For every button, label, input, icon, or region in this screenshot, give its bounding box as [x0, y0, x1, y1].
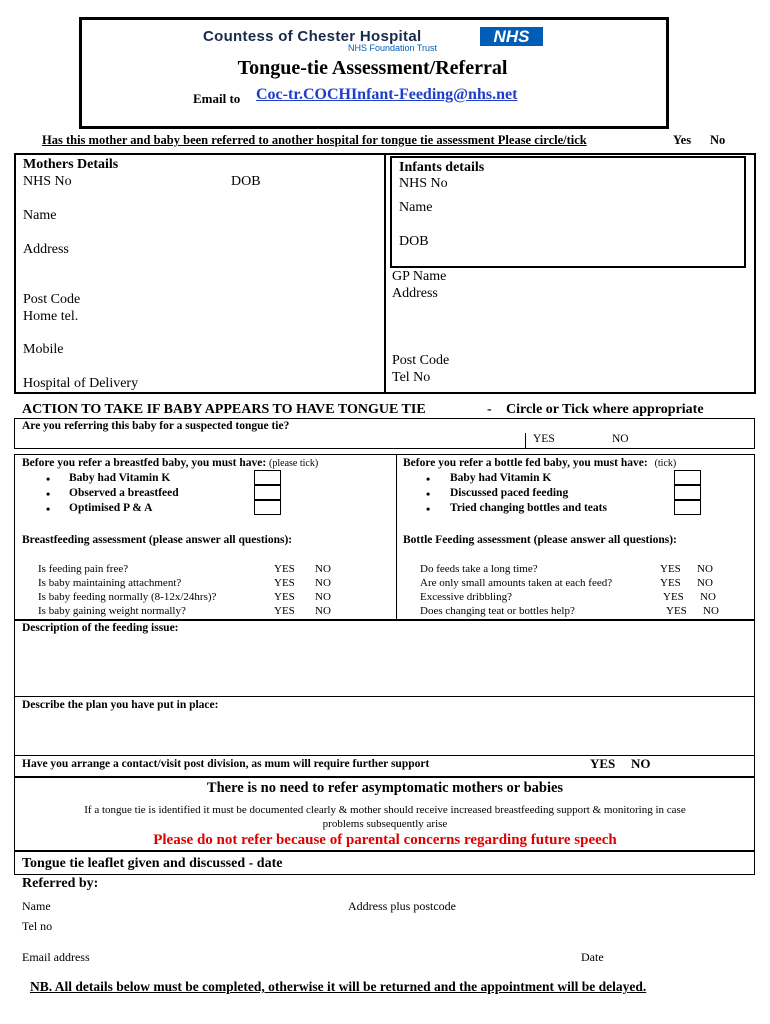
mother-mobile-field[interactable]: Mobile	[23, 342, 64, 357]
bottlefed-yes-option[interactable]: YES	[660, 577, 681, 589]
breastfed-item: Baby had Vitamin K	[69, 472, 171, 484]
details-divider	[384, 153, 386, 394]
footer-note: NB. All details below must be completed, otherwise it will be returned and the appointment will be delayed.	[30, 979, 647, 994]
referrer-email-field[interactable]: Email address	[22, 950, 90, 964]
bottlefed-no-option[interactable]: NO	[697, 577, 713, 589]
leaflet-label: Tongue tie leaflet given and discussed - date	[22, 856, 283, 871]
bottlefed-no-option[interactable]: NO	[700, 591, 716, 603]
breastfed-question: Is feeding pain free?	[38, 563, 129, 575]
bullet-icon: •	[426, 502, 431, 516]
gp-address-field[interactable]: Address	[392, 286, 438, 301]
email-link[interactable]: Coc-tr.COCHInfant-Feeding@nhs.net	[256, 86, 518, 103]
referred-yes-option[interactable]: Yes	[673, 133, 692, 147]
referring-no-option[interactable]: NO	[612, 433, 629, 445]
breastfed-yes-option[interactable]: YES	[274, 577, 295, 589]
contact-question: Have you arrange a contact/visit post division, as mum will require further support	[22, 758, 430, 770]
bottlefed-question: Do feeds take a long time?	[420, 563, 538, 575]
bullet-icon: •	[426, 472, 431, 486]
gp-name-field[interactable]: GP Name	[392, 269, 447, 284]
breastfed-no-option[interactable]: NO	[315, 577, 331, 589]
bottlefed-heading-text: Before you refer a bottle fed baby, you must have:	[403, 457, 648, 469]
bottlefed-yes-option[interactable]: YES	[660, 563, 681, 575]
breastfed-question: Is baby gaining weight normally?	[38, 605, 186, 617]
bottlefed-heading	[403, 457, 676, 469]
breastfed-yes-option[interactable]: YES	[274, 591, 295, 603]
referrer-address-field[interactable]: Address plus postcode	[348, 899, 456, 913]
breastfed-checkbox-observed[interactable]	[254, 485, 281, 500]
bottlefed-note: (tick)	[654, 458, 677, 469]
bottlefed-item: Baby had Vitamin K	[450, 472, 552, 484]
breastfed-question: Is baby maintaining attachment?	[38, 577, 182, 589]
bottlefed-no-option[interactable]: NO	[697, 563, 713, 575]
notice-body-line2: problems subsequently arise	[322, 818, 448, 830]
breastfed-heading	[22, 457, 318, 469]
breastfed-yes-option[interactable]: YES	[274, 563, 295, 575]
bottlefed-yes-option[interactable]: YES	[666, 605, 687, 617]
referring-yes-option[interactable]: YES	[533, 433, 555, 445]
bottlefed-yes-option[interactable]: YES	[663, 591, 684, 603]
bottlefed-assessment-heading: Bottle Feeding assessment (please answer all questions):	[403, 534, 677, 546]
action-dash: -	[487, 402, 492, 417]
contact-yes-option[interactable]: YES	[590, 756, 616, 771]
breastfed-no-option[interactable]: NO	[315, 605, 331, 617]
bottlefed-no-option[interactable]: NO	[703, 605, 719, 617]
referring-question: Are you referring this baby for a suspected tongue tie?	[22, 420, 290, 432]
feeding-divider	[396, 454, 397, 620]
notice-body-line1: If a tongue tie is identified it must be documented clearly & mother should receive increased breastfeeding support & monitoring in case	[84, 804, 686, 816]
mother-name-field[interactable]: Name	[23, 208, 57, 223]
breastfed-no-option[interactable]: NO	[315, 591, 331, 603]
breastfed-heading-text: Before you refer a breastfed baby, you must have:	[22, 457, 267, 469]
bottlefed-question: Excessive dribbling?	[420, 591, 512, 603]
bottlefed-checkbox-vitamin-k[interactable]	[674, 470, 701, 485]
infant-name-field[interactable]: Name	[399, 200, 433, 215]
infant-dob-field[interactable]: DOB	[399, 234, 429, 249]
mother-dob-field[interactable]: DOB	[231, 174, 261, 189]
infant-nhs-field[interactable]: NHS No	[399, 176, 448, 191]
nhs-logo: NHS	[480, 27, 543, 46]
bottlefed-checkbox-bottles[interactable]	[674, 500, 701, 515]
gp-postcode-field[interactable]: Post Code	[392, 353, 450, 368]
gp-tel-field[interactable]: Tel No	[392, 370, 431, 385]
trust-name: NHS Foundation Trust	[348, 43, 438, 53]
description-label: Description of the feeding issue:	[22, 622, 179, 634]
mother-hospital-field[interactable]: Hospital of Delivery	[23, 376, 139, 391]
mother-nhs-field[interactable]: NHS No	[23, 174, 72, 189]
referrer-name-field[interactable]: Name	[22, 899, 51, 913]
plan-label: Describe the plan you have put in place:	[22, 699, 219, 711]
referred-no-option[interactable]: No	[710, 133, 726, 147]
bullet-icon: •	[46, 487, 51, 501]
breastfed-checkbox-optimised[interactable]	[254, 500, 281, 515]
breastfed-item: Optimised P & A	[69, 502, 153, 514]
infants-heading: Infants details	[399, 160, 485, 175]
breastfed-item: Observed a breastfeed	[69, 487, 179, 499]
bullet-icon: •	[426, 487, 431, 501]
referrer-heading: Referred by:	[22, 876, 99, 891]
referrer-tel-field[interactable]: Tel no	[22, 919, 53, 933]
referring-row-divider	[525, 433, 526, 449]
bullet-icon: •	[46, 502, 51, 516]
referred-question: Has this mother and baby been referred to another hospital for tongue tie assessment Please circle/tick	[42, 133, 587, 147]
action-heading: ACTION TO TAKE IF BABY APPEARS TO HAVE TONGUE TIE	[22, 402, 426, 417]
bottlefed-question: Are only small amounts taken at each feed?	[420, 577, 613, 589]
notice-heading: There is no need to refer asymptomatic mothers or babies	[206, 780, 564, 796]
mother-home-tel-field[interactable]: Home tel.	[23, 309, 79, 324]
breastfed-question: Is baby feeding normally (8-12x/24hrs)?	[38, 591, 217, 603]
bottlefed-item: Tried changing bottles and teats	[450, 502, 607, 514]
form-title: Tongue-tie Assessment/Referral	[237, 57, 508, 79]
mother-postcode-field[interactable]: Post Code	[23, 292, 81, 307]
mother-address-field[interactable]: Address	[23, 242, 69, 257]
action-instruction: Circle or Tick where appropriate	[506, 402, 704, 417]
bottlefed-question: Does changing teat or bottles help?	[420, 605, 575, 617]
email-label: Email to	[193, 91, 241, 106]
breastfed-note: (please tick)	[269, 458, 319, 469]
breastfed-checkbox-vitamin-k[interactable]	[254, 470, 281, 485]
contact-no-option[interactable]: NO	[631, 756, 651, 771]
hospital-name: Countess of Chester Hospital	[203, 28, 422, 45]
mothers-heading: Mothers Details	[23, 157, 119, 172]
breastfed-yes-option[interactable]: YES	[274, 605, 295, 617]
bottlefed-item: Discussed paced feeding	[450, 487, 569, 499]
referrer-date-field[interactable]: Date	[581, 950, 604, 964]
bullet-icon: •	[46, 472, 51, 486]
notice-warning: Please do not refer because of parental concerns regarding future speech	[153, 832, 617, 848]
bottlefed-checkbox-paced[interactable]	[674, 485, 701, 500]
breastfed-no-option[interactable]: NO	[315, 563, 331, 575]
breastfed-assessment-heading: Breastfeeding assessment (please answer all questions):	[22, 534, 293, 546]
